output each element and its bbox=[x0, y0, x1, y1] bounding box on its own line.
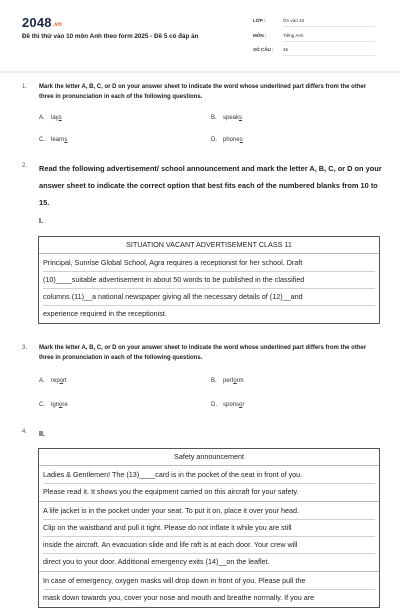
option-b[interactable]: B. speaks bbox=[211, 115, 243, 121]
text-line: inside the aircraft. An evacuation slide and life raft is at each door. Your crew will bbox=[43, 537, 375, 554]
logo-suffix: .vn bbox=[52, 22, 63, 28]
text-line: A life jacket is in the pocket under your seat. To put it on, place it over your head. bbox=[43, 503, 375, 520]
option-c[interactable]: C. learns bbox=[39, 137, 68, 143]
text-line: Please read it. It shows you the equipment carried on this aircraft for your safety. bbox=[43, 487, 299, 496]
text-line: experience required in the receptionist. bbox=[43, 309, 167, 318]
advertisement-title: SITUATION VACANT ADVERTISEMENT CLASS 11 bbox=[39, 237, 379, 254]
announcement-box bbox=[38, 448, 380, 608]
header-divider bbox=[0, 71, 400, 73]
question-number: 4. bbox=[22, 429, 28, 435]
text-line: (10)____suitable advertisement in about 50 words to be published in the classified bbox=[43, 272, 375, 289]
advertisement-body bbox=[39, 254, 379, 323]
text-line: Clip on the waistband and pull it tight. Please do not inflate it while you are still bbox=[43, 520, 375, 537]
announcement-paragraph bbox=[39, 571, 379, 607]
section-label: I. bbox=[39, 218, 43, 225]
announcement-paragraph bbox=[39, 501, 379, 571]
meta-count-label: SỐ CÂU : bbox=[253, 47, 274, 52]
text-line: mask down towards you, cover your nose and mouth and breathe normally. If you are bbox=[43, 593, 315, 602]
question-number: 3. bbox=[22, 345, 28, 351]
announcement-paragraph bbox=[39, 466, 379, 501]
text-line: Principal, Sunrise Global School, Agra requires a receptionist for her school. Draft bbox=[43, 255, 375, 272]
question-number: 2. bbox=[22, 163, 28, 169]
option-a[interactable]: A. report bbox=[39, 378, 67, 384]
text-line: Ladies & Gentlemen! The (13)____card is in the pocket of the seat in front of you. bbox=[43, 467, 375, 484]
question-number: 1. bbox=[22, 84, 28, 90]
option-d[interactable]: D. sponsor bbox=[211, 402, 245, 408]
question-text: Mark the letter A, B, C, or D on your answer sheet to indicate the word whose underlined part differs from the other three in pronunciation in each of the following questions. bbox=[39, 84, 367, 100]
meta-class-value: Ôn vào 10 bbox=[283, 18, 375, 27]
option-a[interactable]: A. lays bbox=[39, 115, 62, 121]
announcement-title: Safety announcement bbox=[39, 449, 379, 466]
question-text: Mark the letter A, B, C, or D on your answer sheet to indicate the word whose underlined part differs from the other three in pronunciation in each of the following questions. bbox=[39, 345, 367, 361]
advertisement-box bbox=[38, 236, 380, 324]
section-label: II. bbox=[39, 431, 45, 438]
text-line: direct you to your door. Additional emergency exits (14)__on the leaflet. bbox=[43, 557, 270, 566]
meta-subject-value: Tiếng Anh bbox=[283, 33, 375, 42]
option-d[interactable]: D. phones bbox=[211, 137, 243, 143]
site-logo[interactable]: 2048.vn bbox=[22, 15, 63, 30]
meta-subject-label: MÔN : bbox=[253, 33, 267, 38]
option-b[interactable]: B. perform bbox=[211, 378, 244, 384]
option-c[interactable]: C. ignore bbox=[39, 402, 68, 408]
text-line: columns (11)__a national newspaper giving all the necessary details of (12)__and bbox=[43, 289, 375, 306]
page-header bbox=[0, 0, 400, 70]
exam-title: Đề thi thử vào 10 môn Anh theo form 2025 - Đề 5 có đáp án bbox=[22, 33, 199, 40]
meta-count-value: 46 bbox=[283, 47, 375, 56]
question-text: Read the following advertisement/ school announcement and mark the letter A, B, C, or D on your answer sheet to indicate the correct option that best fits each of the numbered blanks from 10 to 15. bbox=[39, 164, 382, 207]
text-line: In case of emergency, oxygen masks will drop down in front of you. Please pull the bbox=[43, 573, 375, 590]
meta-class-label: LỚP : bbox=[253, 18, 266, 23]
